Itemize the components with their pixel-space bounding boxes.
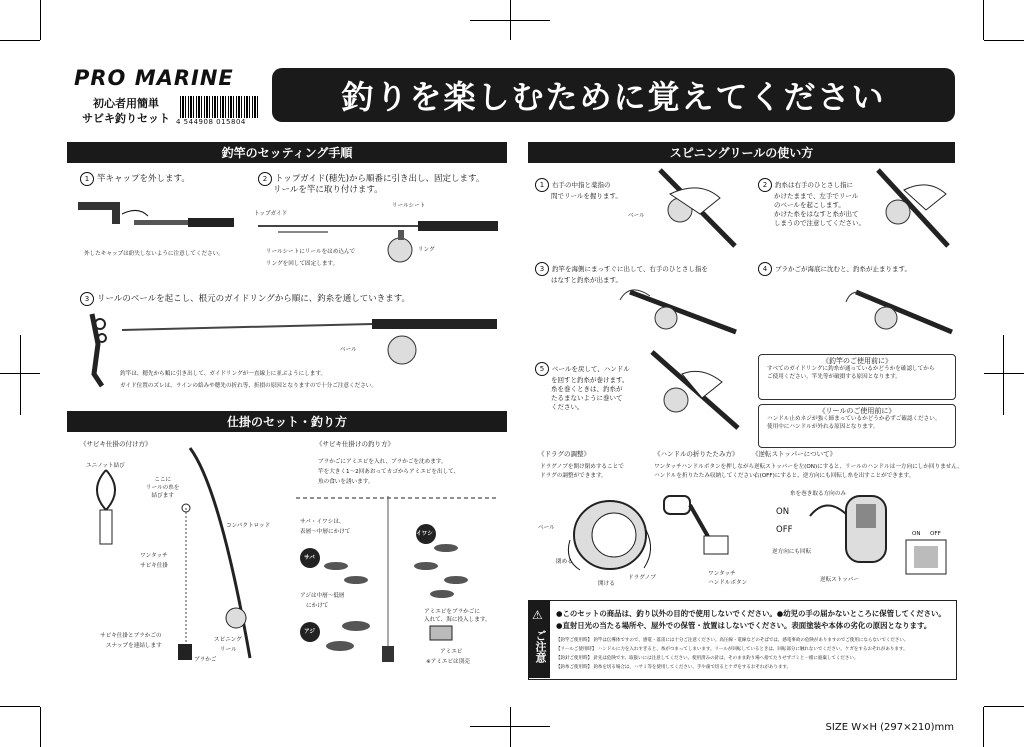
reel-step-2-text-e: しまうので注意してください。 [774, 219, 865, 227]
label-unit-knot: ユニノット結び [86, 463, 125, 469]
stopper-switch-illustration [906, 540, 950, 576]
product-name [80, 96, 172, 126]
stopper-off-label: OFF [776, 525, 793, 535]
rig-fish-text3: 魚の食いを誘います。 [318, 479, 374, 485]
reel-sink-illustration [846, 282, 956, 342]
drag-label-close: 閉める [556, 559, 573, 565]
warning-row-reel [556, 645, 951, 654]
reel-step-2-text-b: かけたままで、左手でリール [774, 192, 859, 200]
rig-fish-text2: 竿を大きく1～2回あおってカゴからアミエビを出して、 [318, 469, 460, 475]
note-before-reel-title: 《リールのご使用前に》 [815, 407, 900, 415]
stopper-off-small: OFF [930, 531, 941, 537]
warning-line1: ●このセットの商品は、釣り以外の目的で使用しないでください。●幼児の手の届かないところに保管してください。 [556, 609, 946, 618]
drag-label-bail: ベール [538, 525, 555, 531]
warning-main [556, 608, 951, 632]
fold-button-label1: ワンタッチ [708, 571, 736, 577]
rod-step-2-text-b: リールを竿に取り付けます。 [273, 185, 383, 195]
barcode [180, 96, 260, 118]
size-label: SIZE W×H (297×210)mm [825, 722, 954, 733]
label-spinning1: スピニング [214, 637, 242, 643]
fold-text2: ハンドルを折りたたみ収納してください。 [654, 473, 761, 479]
warning-row-rod [556, 636, 951, 645]
warning-row-hook [556, 654, 951, 663]
warning-tag-hook: 【釣針ご使用時】 [556, 656, 592, 661]
section-rig-set: 仕掛のセット・釣り方 [67, 411, 507, 432]
reel-step-2-text-c: のベールを起こします。 [774, 201, 845, 209]
fish-badge-saba: サバ [304, 555, 315, 561]
stopper-on-small: ON [912, 531, 921, 537]
label-connect2: スナップを連結します [106, 643, 162, 649]
unit-knot-illustration [86, 470, 136, 550]
drag-text2: ドラグの調整ができます。 [540, 473, 607, 479]
reel-step-2: 2 釣糸は右手のひとさし指に かけたままで、左手でリール のベールを起こします。 かけた糸をはなすと糸が出て しまうので注意してください。 [758, 178, 865, 228]
crop-mark [510, 707, 511, 747]
crop-mark [40, 707, 41, 747]
warning-text-reel: ハンドルに力を入れすぎると、糸がつまってしまいます。リールが回転しているときは、回転部分に触れないでください。ケガをするおそれがあります。 [597, 647, 908, 652]
label-bail-3: ベール [340, 347, 357, 353]
reel-cast-illustration [620, 282, 740, 342]
rig-fish-title: 《サビキ仕掛けの釣り方》 [316, 440, 394, 448]
label-bail-reel: ベール [628, 213, 645, 219]
reel-step-5-text-e: ください。 [551, 403, 584, 411]
crop-mark [40, 0, 41, 40]
rod-step-2-text-a: トップガイド(穂先)から順番に引き出し、固定します。 [275, 174, 485, 184]
label-saba1: サバ・イワシは、 [300, 519, 345, 525]
reel-step-5-text-c: 糸を巻くときは、釣糸が [551, 385, 623, 393]
note-before-rod [758, 354, 956, 400]
warning-tag-line: 【釣糸ご使用時】 [556, 665, 592, 670]
label-top-guide: トップガイド [254, 211, 288, 217]
note-before-rod-line2: ご使用ください。竿先等が破損する原因となります。 [767, 374, 901, 380]
fish-badge-iwashi: イワシ [416, 531, 433, 537]
stopper-text2: 右(OFF)にすると、逆方向にも回転し糸を出すことができます。 [754, 473, 915, 479]
rig-here-3: 結びます [151, 493, 174, 499]
crop-mark [984, 40, 1024, 41]
note-before-reel-line2: 使用中にハンドルが外れる原因となります。 [767, 424, 879, 430]
product-line2: サビキ釣りセット [82, 112, 170, 125]
stopper-illustration [806, 496, 906, 576]
rig-here-2: リールの糸を [146, 485, 180, 491]
reel-step-2-text-d: かけた糸をはなすと糸が出て [774, 210, 859, 218]
crop-mark [20, 335, 21, 415]
brand-logo: PRO MARINE [74, 66, 234, 90]
rod-step-2: 2 トップガイド(穂先)から順番に引き出し、固定します。 [258, 172, 484, 186]
warning-triangle-icon: ⚠ [532, 608, 543, 622]
label-ami-note: ※アミエビは別売 [426, 659, 470, 665]
warning-label: ご注意 [534, 630, 547, 663]
section-spinning-reel: スピニングリールの使い方 [528, 142, 955, 163]
reel-step-2-text-a: 釣糸は右手のひとさし指に [775, 181, 853, 189]
stopper-label: 逆転ストッパー [820, 577, 859, 583]
stopper-reverse-label: 逆方向にも回転 [772, 549, 812, 555]
label-reel-seat: リールシート [392, 203, 426, 209]
reel-bail-open-illustration [868, 170, 953, 250]
crop-mark [1003, 335, 1004, 415]
rod-step-3-note2: ガイド位置のズレは、ラインの絡みや穂先の折れ等、折損の原因となりますので十分ご注意ください。 [120, 383, 377, 389]
note-before-rod-line1: すべてのガイドリングに釣糸が通っているかどうかを確認してから [767, 366, 935, 372]
reel-step-5-text-d: たるまないように巻いて [551, 394, 623, 402]
label-bra-kago: ブラかご [194, 657, 217, 663]
rod-step-2-note2: リングを回して固定します。 [266, 261, 339, 267]
label-one-touch2: サビキ仕掛 [140, 563, 168, 569]
reel-step-4: 4 ブラかごが海底に沈むと、釣糸が止まります。 [758, 262, 911, 276]
note-before-rod-title: 《釣竿のご使用前に》 [818, 357, 896, 365]
fold-button-label2: ハンドルボタン [708, 580, 748, 586]
label-compact-rod: コンパクトロッド [226, 523, 271, 529]
warning-details [556, 636, 951, 672]
rod-extend-illustration [258, 218, 498, 266]
reel-wind-illustration [642, 352, 742, 432]
label-ami1: アミエビをブラかごに [424, 609, 480, 615]
handle-fold-illustration [660, 490, 740, 560]
label-saba2: 表層～中層にかけて [300, 529, 351, 535]
reel-step-1-text-b: 間でリールを握ります。 [551, 192, 622, 200]
reel-step-5-text-a: ベールを戻して、ハンドル [552, 365, 630, 373]
warning-text-rod: 釣竿は伝導体ですので、感電・落雷には十分ご注意ください。高圧線・電線などのそばでは、感電事故の危険がありますのでご使用にならないでください。 [593, 638, 909, 643]
stopper-wind-label: 糸を巻き取る方向のみ [790, 491, 846, 497]
note-before-reel [758, 404, 956, 448]
drag-label-open: 開ける [598, 581, 615, 587]
rod-step-1-text: 竿キャップを外します。 [97, 174, 190, 184]
crop-mark [984, 373, 1024, 374]
crop-mark [983, 0, 984, 40]
reel-step-3: 3 釣竿を海側にまっすぐに出して、右手のひとさし指を はなすと釣糸が出ます。 [535, 262, 708, 285]
crop-mark [0, 40, 40, 41]
reel-step-1: 1 右手の中指と薬指の 間でリールを握ります。 [535, 178, 622, 201]
fold-title: 《ハンドルの折りたたみ方》 [654, 450, 739, 458]
warning-text-line: 釣糸を切る場合は、ハサミ等を使用してください。手や歯で切るとケガをするおそれがあります。 [593, 665, 791, 670]
warning-text-hook: 針先は危険です。取扱いには注意してください。使用済みの針は、そのまま釣り場へ捨てたりせずゴミと一緒に廃棄してください。 [593, 656, 859, 661]
barcode-number: 4 544908 015804 [176, 118, 246, 126]
drag-title: 《ドラグの調整》 [538, 450, 590, 458]
crop-mark [510, 0, 511, 40]
drag-label-knob: ドラグノブ [628, 575, 656, 581]
label-one-touch1: ワンタッチ [140, 553, 168, 559]
warning-tag-reel: 【リールご使用時】 [556, 647, 597, 652]
stopper-text1: 逆転ストッパーを左(ON)にすると、リールのハンドルは一方向にしか回りません。 [754, 464, 963, 470]
rod-step-3: 3 リールのベールを起こし、根元のガイドリングから順に、釣糸を通していきます。 [80, 292, 410, 306]
stopper-title: 《逆転ストッパーについて》 [752, 450, 837, 458]
reel-step-3-text-a: 釣竿を海側にまっすぐに出して、右手のひとさし指を [552, 265, 708, 273]
rod-step-1: 1 竿キャップを外します。 [80, 172, 190, 186]
reel-step-4-text: ブラかごが海底に沈むと、釣糸が止まります。 [775, 265, 911, 273]
reel-step-5-text-b: を回すと釣糸が巻けます。 [551, 376, 629, 384]
rod-step-1-note: 外したキャップは紛失しないように注意してください。 [84, 251, 224, 257]
reel-step-5: 5 ベールを戻して、ハンドル を回すと釣糸が巻けます。 糸を巻くときは、釣糸が たるまないように巻いて ください。 [535, 362, 630, 412]
label-connect1: サビキ仕掛とブラかごの [100, 633, 162, 639]
rod-step-3-note1: 釣竿は、穂先から順に引き出して、ガイドリングが一直線上に並ぶようにします。 [120, 371, 327, 377]
warning-line2: ●直射日光の当たる場所や、屋外での保管・放置はしないでください。表面塗装や本体の劣化の原因となります。 [556, 621, 932, 630]
reel-step-3-text-b: はなすと釣糸が出ます。 [551, 276, 622, 284]
warning-row-line [556, 663, 951, 672]
drag-text1: ドラグノブを開け閉めすることで [540, 464, 624, 470]
crop-mark [984, 706, 1024, 707]
label-aji1: アジは中層～低層 [300, 593, 345, 599]
fish-badge-aji: アジ [304, 629, 315, 635]
drag-knob-illustration [560, 490, 660, 580]
rig-fish-text1: ブラかごにアミエビを入れ、ブラかごを沈めます。 [318, 459, 447, 465]
label-ami2: 入れて、海に投入します。 [424, 617, 491, 623]
crop-mark [0, 706, 40, 707]
rig-here-1: ここに [154, 477, 172, 483]
rod-cap-illustration [78, 196, 238, 236]
label-spinning2: リール [220, 647, 237, 653]
rod-step-2-note1: リールシートにリールをはめ込んで [266, 249, 356, 255]
note-before-reel-line1: ハンドル止めネジが強く締まっているかどうか必ずご確認ください。 [767, 416, 941, 422]
rod-step-3-text: リールのベールを起こし、根元のガイドリングから順に、釣糸を通していきます。 [97, 294, 411, 304]
fold-text1: ワンタッチハンドルボタンを押しながら [654, 464, 755, 470]
product-line1: 初心者用簡単 [93, 97, 159, 110]
section-rod-setting: 釣竿のセッティング手順 [67, 142, 507, 163]
label-ami-box: アミエビ [440, 649, 463, 655]
rig-attach-title: 《サビキ仕掛の付け方》 [80, 440, 152, 448]
label-ring: リング [418, 247, 435, 253]
crop-mark [983, 707, 984, 747]
reel-grip-illustration [640, 170, 740, 250]
main-title: 釣りを楽しむために覚えてください [272, 68, 955, 122]
label-aji2: にかけて [306, 603, 329, 609]
stopper-on-label: ON [776, 507, 790, 517]
reel-step-1-text-a: 右手の中指と薬指の [552, 181, 611, 189]
warning-tag-rod: 【釣竿ご使用時】 [556, 638, 592, 643]
